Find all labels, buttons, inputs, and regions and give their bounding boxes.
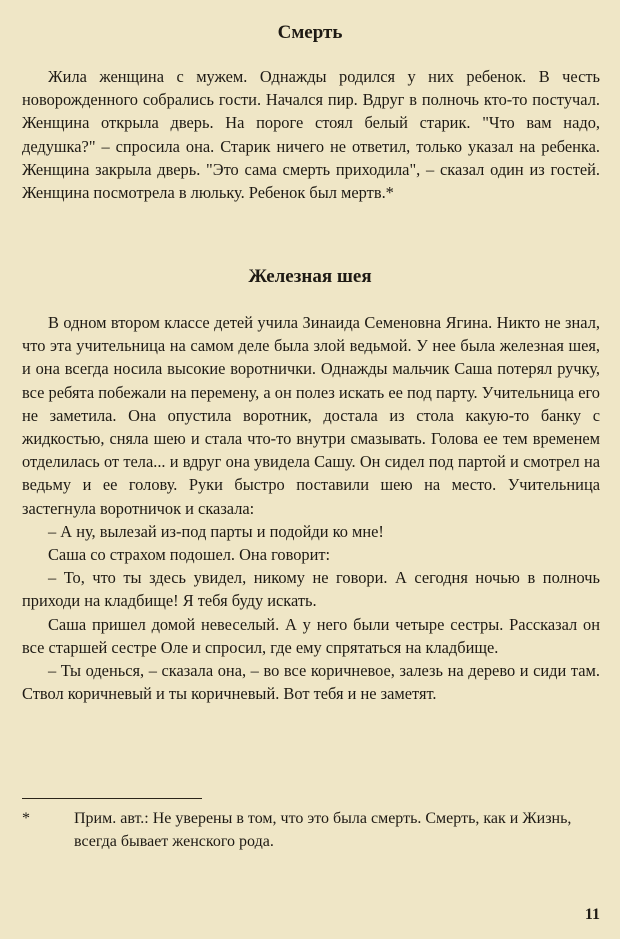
story-body-death bbox=[22, 65, 600, 204]
story-title-iron-neck: Железная шея bbox=[248, 266, 372, 287]
footnote-text: Прим. авт.: Не уверены в том, что это была смерть. Смерть, как и Жизнь, всегда бывает женского рода. bbox=[74, 810, 572, 850]
paragraph: – А ну, вылезай из-под парты и подойди ко мне! bbox=[48, 521, 384, 541]
paragraph: Саша со страхом подошел. Она говорит: bbox=[48, 545, 331, 565]
paragraph: – Ты оденься, – сказала она, – во все коричневое, залезь на дерево и сиди там. Ствол коричневый и ты коричневый. Вот тебя и не заметят. bbox=[22, 661, 600, 704]
page-number: 11 bbox=[584, 906, 600, 923]
paragraph: Саша пришел домой невеселый. А у него были четыре сестры. Рассказал он все старшей сестре Оле и спросил, где ему спрятаться на кладбище. bbox=[22, 614, 600, 657]
paragraph: Жила женщина с мужем. Однажды родился у них ребенок. В честь новорожденного собрались гости. Начался пир. Вдруг в полночь кто-то постучал. Женщина открыла дверь. На пороге стоял белый старик. "Что вам надо, дедушка?" – спросила она. Старик ничего не ответил, только указал на ребенка. Женщина закрыла дверь. "Это сама смерть приходила", – сказал один из гостей. Женщина посмотрела в люльку. Ребенок был мертв.* bbox=[22, 67, 600, 203]
story-title-death: Смерть bbox=[277, 22, 343, 43]
footnote-mark: * bbox=[22, 810, 30, 827]
footnote bbox=[22, 807, 600, 853]
footnote-divider bbox=[22, 798, 202, 799]
story-body-iron-neck bbox=[22, 311, 600, 705]
paragraph: В одном втором классе детей учила Зинаида Семеновна Ягина. Никто не знал, что эта учительница на самом деле была злой ведьмой. У нее была железная шея, и она всегда носила высокие воротнички. Однажды мальчик Саша потерял ручку, все ребята побежали на перемену, а он полез искать ее под парту. Учительница его не заметила. Она опустила воротник, достала из стола какую-то банку с жидкостью, сняла шею и стала что-то внутри смазывать. Голова ее тем временем отделилась от тела... и вдруг она увидела Сашу. Он сидел под партой и смотрел на ведьму и ее голову. Руки быстро поставили шею на место. Учительница застегнула воротничок и сказала: bbox=[22, 313, 600, 518]
paragraph: – То, что ты здесь увидел, никому не говори. А сегодня ночью в полночь приходи на кладбище! Я тебя буду искать. bbox=[22, 568, 600, 611]
